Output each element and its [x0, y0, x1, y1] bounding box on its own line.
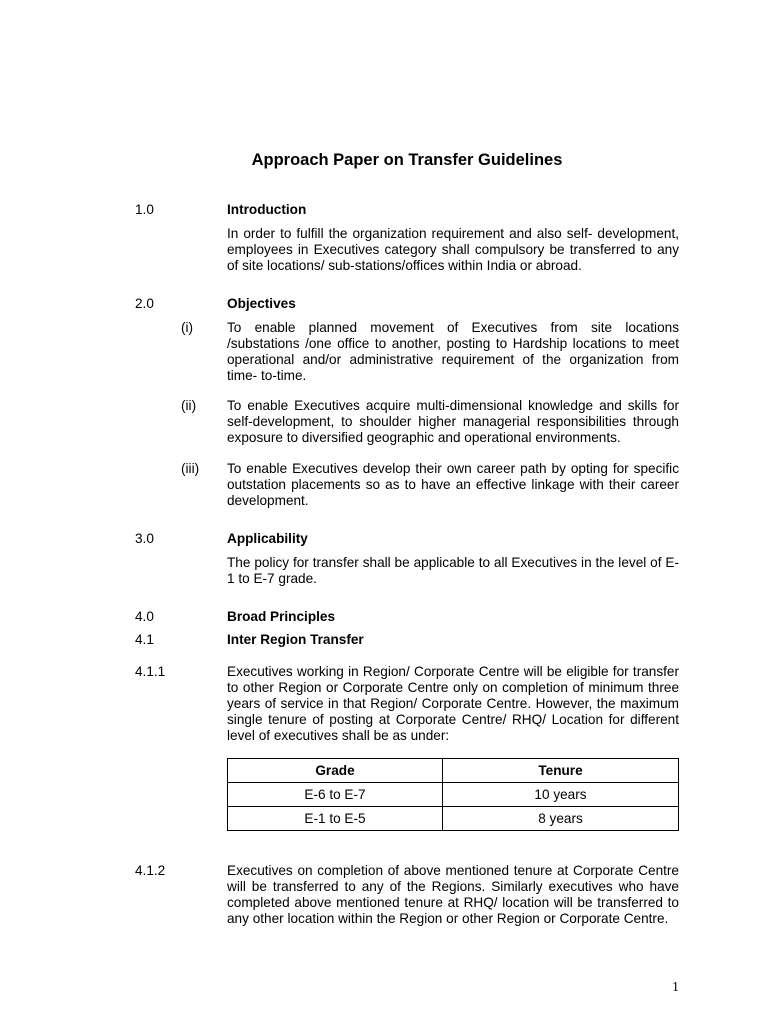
column-header-grade: Grade: [228, 759, 443, 783]
section-number: 4.1: [135, 632, 154, 647]
section-number: 3.0: [135, 531, 154, 546]
objective-item-text: To enable planned movement of Executives from site locations /substations /one office to another, posting to Hardship locations to meet operational and/or administrative requirement of the organization from time- to-time.: [227, 320, 679, 383]
column-header-tenure: Tenure: [443, 759, 679, 783]
tenure-table: [227, 758, 679, 831]
page-number: 1: [672, 980, 679, 995]
applicability-paragraph: The policy for transfer shall be applicable to all Executives in the level of E-1 to E-7 grade.: [227, 555, 679, 586]
section-heading-broad-principles: Broad Principles: [227, 609, 336, 624]
list-item-label: (ii): [181, 398, 197, 413]
list-item-label: (iii): [181, 461, 200, 476]
section-number: 2.0: [135, 296, 154, 311]
section-number: 4.1.2: [135, 863, 166, 878]
clause-4-1-1-paragraph: Executives working in Region/ Corporate Centre will be eligible for transfer to other Region or Corporate Centre only on completion of minimum three years of service in that Region/ Corporate Centre. However, the maximum single tenure of posting at Corporate Centre/ RHQ/ Location for different level of executives shall be as under:: [227, 664, 679, 743]
section-number: 1.0: [135, 202, 154, 217]
grade-cell: E-6 to E-7: [228, 783, 443, 807]
objective-item-text: To enable Executives develop their own career path by opting for specific outstation placements so as to have an effective linkage with their career development.: [227, 461, 679, 508]
table-header-row: [228, 759, 679, 783]
section-heading-applicability: Applicability: [227, 531, 308, 546]
grade-cell: E-1 to E-5: [228, 807, 443, 831]
section-number: 4.0: [135, 609, 154, 624]
clause-4-1-2-paragraph: Executives on completion of above mentioned tenure at Corporate Centre will be transferred to any of the Regions. Similarly executives who have completed above mentioned tenure at RHQ/ location will be transferred to any other location within the Region or other Region or Corporate Centre.: [227, 863, 679, 926]
section-number: 4.1.1: [135, 664, 166, 679]
objective-item-text: To enable Executives acquire multi-dimensional knowledge and skills for self-development, to shoulder higher managerial responsibilities through exposure to diversified geographic and operational environments.: [227, 398, 679, 445]
introduction-paragraph: In order to fulfill the organization requirement and also self- development, employees in Executives category shall compulsory be transferred to any of site locations/ sub-stations/offices within India or abroad.: [227, 226, 679, 273]
section-heading-objectives: Objectives: [227, 296, 296, 311]
list-item-label: (i): [181, 320, 194, 335]
document-title: Approach Paper on Transfer Guidelines: [251, 151, 563, 169]
tenure-cell: 10 years: [443, 783, 679, 807]
section-heading-introduction: Introduction: [227, 202, 307, 217]
section-heading-inter-region-transfer: Inter Region Transfer: [227, 632, 364, 647]
table-row: [228, 807, 679, 831]
table-row: [228, 783, 679, 807]
tenure-cell: 8 years: [443, 807, 679, 831]
